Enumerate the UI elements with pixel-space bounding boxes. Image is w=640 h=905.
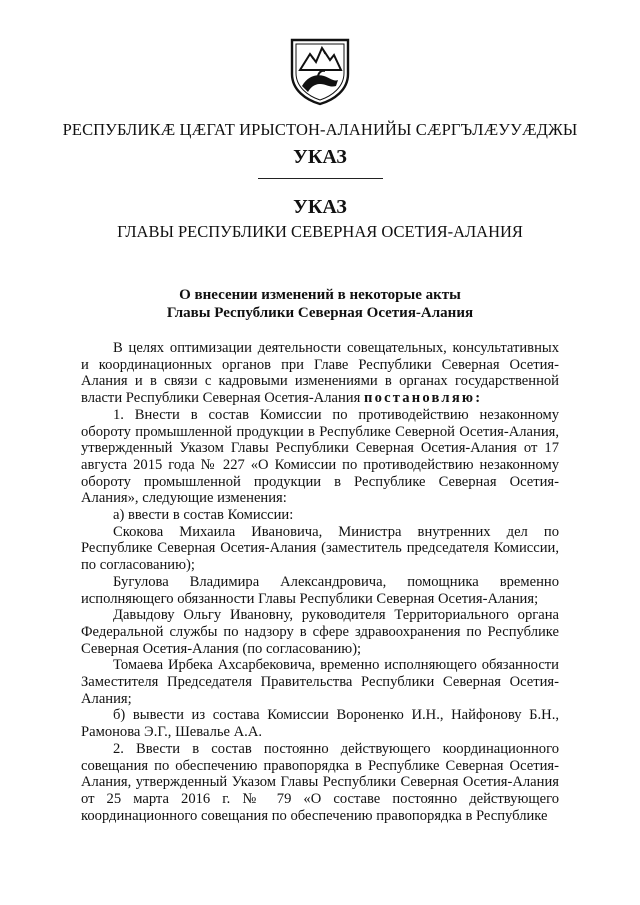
paragraph-member-skokov: Скокова Михаила Ивановича, Министра внутренних дел по Республике Северная Осетия-Алания (заместитель председателя Комиссии, по согласованию); [81, 523, 559, 574]
header-divider [258, 178, 383, 179]
decree-keyword: постановляю: [363, 390, 483, 407]
subject-line-2: Главы Республики Северная Осетия-Алания [166, 305, 474, 321]
coat-of-arms-emblem [288, 36, 352, 106]
preamble-text: В целях оптимизации деятельности совещательных, консультативных и координационных органов при Главе Республики Северная Осетия-Алания и в связи с кадровыми изменениями в органах государственной власти Республики Северная Осетия-Алания [81, 340, 559, 407]
decree-title-ossetian: УКАЗ [293, 146, 347, 168]
paragraph-item-2: 2. Ввести в состав постоянно действующего координационного совещания по обеспечению правопорядка в Республике Северная Осетия-Алания, утвержденный Указом Главы Республики Северная Осетия-Алания от 25 марта 2016 г. № 79 «О составе постоянно действующего координационного совещания по обеспечению правопорядка в Республике [81, 740, 559, 824]
republic-name-ossetian: РЕСПУБЛИКÆ ЦÆГАТ ИРЫСТОН-АЛАНИЙЫ СÆРГЪЛÆУУÆДЖЫ [62, 120, 578, 139]
paragraph-member-bugulov: Бугулова Владимира Александровича, помощника временно исполняющего обязанности Главы Республики Северная Осетия-Алания; [81, 573, 559, 607]
decree-title-russian: УКАЗ [293, 196, 347, 218]
paragraph-item-1: 1. Внести в состав Комиссии по противодействию незаконному обороту промышленной продукции в Республике Северной Осетия-Алания, утвержденный Указом Главы Республики Северная Осетия-Алания от 17 августа 2015 года № 227 «О Комиссии по противодействию незаконному обороту промышленной продукции в Республике Северная Осетия-Алания», следующие изменения: [81, 406, 559, 507]
decree-subject [0, 286, 640, 322]
paragraph-member-tomaev: Томаева Ирбека Ахсарбековича, временно исполняющего обязанности Заместителя Председателя Правительства Республики Северная Осетия-Алания; [81, 657, 559, 707]
preamble-paragraph [81, 340, 559, 407]
subject-line-1: О внесении изменений в некоторые акты [179, 287, 461, 303]
paragraph-sub-a: а) ввести в состав Комиссии: [113, 507, 294, 524]
decree-body [81, 340, 559, 824]
paragraph-sub-b: б) вывести из состава Комиссии Вороненко И.Н., Найфонову Б.Н., Рамонова Э.Г., Шевалье А.А. [81, 707, 559, 741]
head-of-republic-russian: ГЛАВЫ РЕСПУБЛИКИ СЕВЕРНАЯ ОСЕТИЯ-АЛАНИЯ [117, 222, 523, 241]
paragraph-member-davydova: Давыдову Ольгу Ивановну, руководителя Территориального органа Федеральной службы по надзору в сфере здравоохранения по Республике Северная Осетия-Алания (по согласованию); [81, 607, 559, 657]
